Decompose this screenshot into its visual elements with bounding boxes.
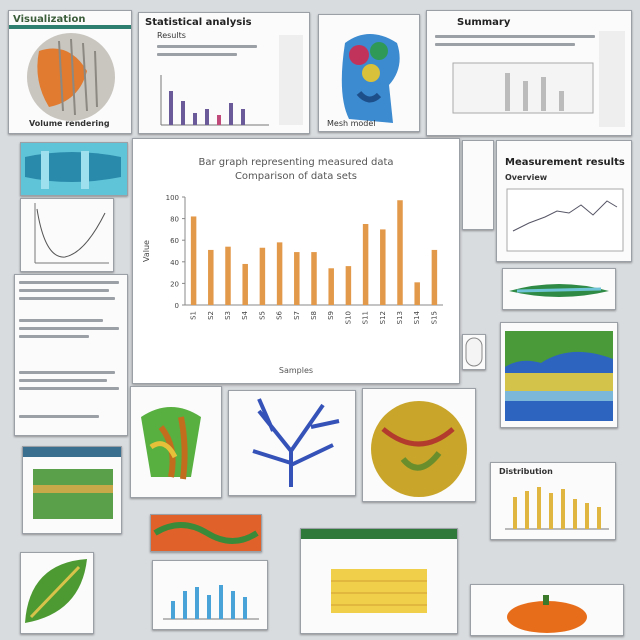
x-tick-label: S8 xyxy=(310,311,318,320)
window-screenshot-tile xyxy=(22,446,122,534)
spreadsheet-tile xyxy=(300,528,458,634)
gauge-tile xyxy=(502,268,616,310)
x-tick-label: S14 xyxy=(413,311,422,325)
y-axis-label: Value xyxy=(142,240,151,262)
pattern-image xyxy=(151,515,261,551)
anatomy-figure-tile xyxy=(8,10,132,134)
bar xyxy=(311,252,317,305)
summary-tile xyxy=(426,10,632,136)
report-subtitle: Results xyxy=(157,31,186,40)
tree-green-tile xyxy=(130,386,222,498)
bar xyxy=(346,266,352,305)
text-line xyxy=(19,327,119,330)
tree-green-image xyxy=(131,387,221,497)
anatomy-title: Visualization xyxy=(13,14,86,25)
terrain-image xyxy=(501,323,617,427)
bar xyxy=(242,264,248,305)
bar-chart xyxy=(133,139,459,383)
blue-bars-tile xyxy=(152,560,268,630)
spreadsheet-image xyxy=(301,529,457,633)
x-tick-label: S3 xyxy=(224,311,232,320)
bar xyxy=(208,250,214,305)
x-tick-label: S6 xyxy=(275,311,284,320)
text-line xyxy=(19,387,119,390)
leaf-tile xyxy=(20,552,94,634)
bar xyxy=(277,242,283,305)
chart-subtitle: Comparison of data sets xyxy=(234,171,358,182)
fruit-image xyxy=(363,389,475,501)
text-line xyxy=(19,415,99,418)
curve-plot xyxy=(21,199,113,271)
tree-blue-tile xyxy=(228,390,356,496)
x-tick-label: S11 xyxy=(361,311,370,325)
x-tick-label: S7 xyxy=(292,311,301,320)
fruit-tile xyxy=(362,388,476,502)
blue-bars-chart xyxy=(153,561,267,629)
text-line xyxy=(19,281,119,284)
text-line xyxy=(19,335,89,338)
flow-tile xyxy=(20,142,128,196)
results-tile xyxy=(496,140,632,262)
curve-tile xyxy=(20,198,114,272)
y-tick-label: 40 xyxy=(170,258,179,267)
bar xyxy=(397,200,403,305)
mouse-icon-shape xyxy=(463,335,485,369)
x-tick-label: S9 xyxy=(327,311,336,320)
x-tick-label: S10 xyxy=(344,311,353,325)
chart-title: Bar graph representing measured data xyxy=(198,157,394,168)
pattern-tile xyxy=(150,514,262,552)
distribution-tile xyxy=(490,462,616,540)
y-tick-label: 60 xyxy=(170,237,179,246)
bar xyxy=(380,229,386,305)
tree-blue-image xyxy=(229,391,355,495)
distribution-title: Distribution xyxy=(499,467,553,476)
summary-title: Summary xyxy=(457,17,511,28)
pumpkin-tile xyxy=(470,584,624,636)
chart-xlabel: Samples xyxy=(278,366,314,375)
bar xyxy=(363,224,369,305)
bar xyxy=(414,282,420,305)
x-tick-label: S2 xyxy=(206,311,215,320)
x-tick-label: S5 xyxy=(258,311,267,320)
window-screenshot-image xyxy=(23,447,121,533)
bar xyxy=(432,250,438,305)
text-column-tile xyxy=(14,274,128,436)
report-title: Statistical analysis xyxy=(145,17,252,28)
results-title: Measurement results xyxy=(505,157,625,168)
text-line xyxy=(19,319,103,322)
bar xyxy=(328,268,334,305)
flow-image xyxy=(21,143,127,195)
text-line xyxy=(19,289,109,292)
text-line xyxy=(19,297,115,300)
side-strip-tile xyxy=(462,140,494,230)
y-tick-label: 0 xyxy=(174,302,179,310)
y-tick-label: 20 xyxy=(170,280,179,289)
report-tile xyxy=(138,12,310,134)
anatomy-image xyxy=(9,11,131,133)
x-tick-label: S15 xyxy=(430,311,439,325)
bar xyxy=(191,216,197,305)
statue-caption: Mesh model xyxy=(327,119,376,128)
y-tick-label: 80 xyxy=(170,215,179,224)
mouse-icon xyxy=(462,334,486,370)
x-tick-label: S4 xyxy=(241,311,250,320)
x-tick-label: S13 xyxy=(396,311,404,325)
distribution-chart xyxy=(491,463,615,539)
leaf-image xyxy=(21,553,93,633)
gauge-image xyxy=(503,269,615,309)
text-line xyxy=(19,379,107,382)
statue-image xyxy=(319,15,419,131)
statue-tile xyxy=(318,14,420,132)
results-subtitle: Overview xyxy=(505,173,548,182)
x-tick-label: S12 xyxy=(378,311,387,325)
summary-mini-chart xyxy=(427,11,631,135)
bar xyxy=(294,252,300,305)
y-tick-label: 100 xyxy=(165,194,179,202)
main-bar-chart-panel xyxy=(132,138,460,384)
anatomy-caption: Volume rendering xyxy=(29,119,110,128)
report-mini-chart xyxy=(139,13,309,133)
text-line xyxy=(19,371,115,374)
x-tick-label: S1 xyxy=(189,311,198,320)
bar xyxy=(260,248,266,305)
results-line-chart xyxy=(497,141,631,261)
pumpkin-image xyxy=(471,585,623,635)
bar xyxy=(225,247,231,305)
terrain-tile xyxy=(500,322,618,428)
